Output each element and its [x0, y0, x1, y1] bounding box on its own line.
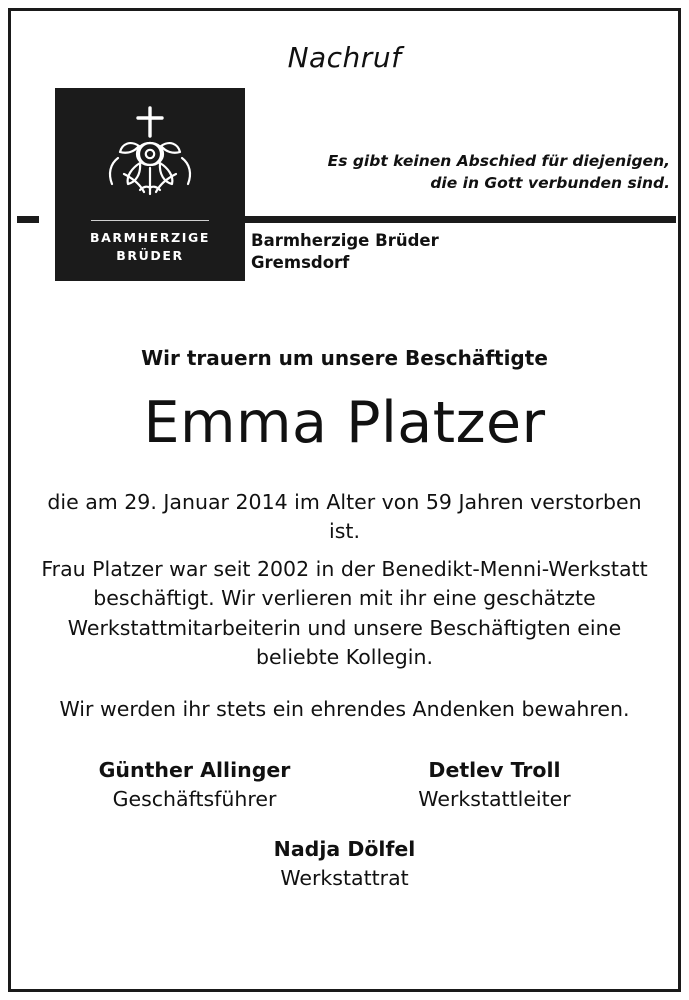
obituary-paragraph-1: die am 29. Januar 2014 im Alter von 59 Jahren verstorben ist. — [47, 489, 642, 544]
obituary-paragraph-3: Wir werden ihr stets ein ehrendes Andenken bewahren. — [59, 696, 630, 721]
signatory-name: Günther Allinger — [98, 758, 291, 783]
rose-cross-emblem-icon — [94, 102, 206, 210]
organization-name — [251, 230, 439, 275]
page-content — [11, 11, 678, 989]
obituary-paragraph-2: Frau Platzer war seit 2002 in der Benedikt-Menni-Werkstatt beschäftigt. Wir verlieren mit ihr eine geschätzte Werkstattmitarbeiterin und unsere Beschäftigten eine beliebte Kollegin. — [41, 556, 648, 670]
motto — [250, 150, 670, 195]
signatory-role: Geschäftsführer — [112, 787, 277, 812]
organization-line-2: Gremsdorf — [251, 253, 350, 273]
logo-text-line1: BARMHERZIGE — [89, 230, 210, 245]
logo — [55, 88, 245, 281]
motto-line-2: die in Gott verbunden sind. — [430, 174, 670, 193]
header-block — [11, 88, 678, 298]
signatory — [45, 758, 345, 811]
header-rule-left — [17, 216, 39, 223]
page-title: Nachruf — [287, 41, 402, 74]
signatory-name: Nadja Dölfel — [273, 837, 416, 862]
header-rule-right — [245, 216, 676, 223]
header-rule — [11, 216, 678, 223]
motto-line-1: Es gibt keinen Abschied für diejenigen, — [327, 152, 670, 170]
signatory-role: Werkstattrat — [280, 866, 409, 891]
logo-text-line2: BRÜDER — [116, 248, 184, 264]
signatory-name: Detlev Troll — [428, 758, 561, 783]
signatory — [345, 758, 645, 811]
organization-line-1: Barmherzige Brüder — [251, 231, 439, 250]
signatory-row — [11, 758, 678, 811]
deceased-name: Emma Platzer — [143, 390, 546, 456]
signatory — [11, 837, 678, 890]
signatory-role: Werkstattleiter — [418, 787, 571, 812]
mourning-line: Wir trauern um unsere Beschäftigte — [141, 346, 548, 370]
